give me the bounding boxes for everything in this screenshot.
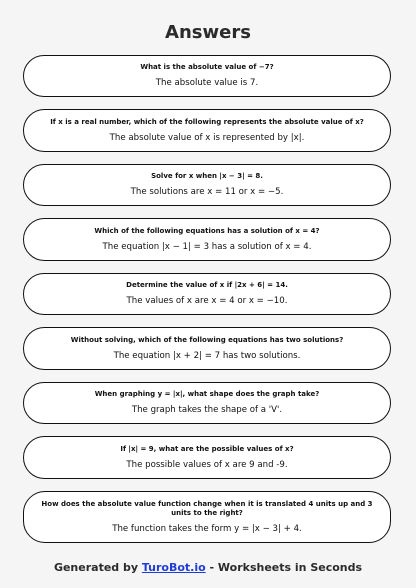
page-title: Answers — [165, 22, 251, 43]
footer-suffix: - Worksheets in Seconds — [205, 561, 363, 574]
answer-text: The equation |x + 2| = 7 has two solutions. — [113, 350, 301, 361]
question-text: If |x| = 9, what are the possible values of x? — [120, 444, 294, 453]
answer-text: The solutions are x = 11 or x = −5. — [130, 187, 284, 197]
answer-text: The graph takes the shape of a 'V'. — [131, 405, 283, 415]
answer-card-8 — [23, 436, 391, 479]
answer-card-3 — [23, 164, 391, 206]
answer-text: The absolute value is 7. — [155, 78, 259, 88]
footer — [0, 561, 416, 574]
answer-card-9 — [23, 491, 391, 543]
answer-card-6 — [23, 327, 391, 370]
answer-text: The absolute value of x is represented by |x|. — [109, 132, 305, 143]
question-text: If x is a real number, which of the following represents the absolute value of x? — [50, 117, 364, 126]
answer-card-1 — [23, 55, 391, 97]
question-text: Which of the following equations has a solution of x = 4? — [94, 226, 320, 235]
question-text: Determine the value of x if |2x + 6| = 14. — [126, 281, 288, 289]
answer-card-7 — [23, 382, 391, 424]
answer-text: The values of x are x = 4 or x = −10. — [126, 296, 288, 306]
answer-card-2 — [23, 109, 391, 152]
question-text: How does the absolute value function change when it is translated 4 units up and 3 units to the right? — [41, 499, 373, 517]
question-text: What is the absolute value of −7? — [140, 63, 274, 71]
question-text: When graphing y = |x|, what shape does the graph take? — [94, 390, 320, 398]
question-text: Solve for x when |x − 3| = 8. — [151, 172, 263, 180]
answer-text: The equation |x − 1| = 3 has a solution of x = 4. — [102, 241, 312, 252]
footer-prefix: Generated by — [53, 561, 142, 574]
turobot-link[interactable]: TuroBot.io — [141, 561, 206, 574]
answer-card-5 — [23, 273, 391, 315]
answer-card-4 — [23, 218, 391, 261]
answer-text: The possible values of x are 9 and -9. — [126, 459, 288, 470]
answer-text: The function takes the form y = |x − 3| + 4. — [112, 523, 302, 534]
question-text: Without solving, which of the following equations has two solutions? — [70, 335, 344, 344]
